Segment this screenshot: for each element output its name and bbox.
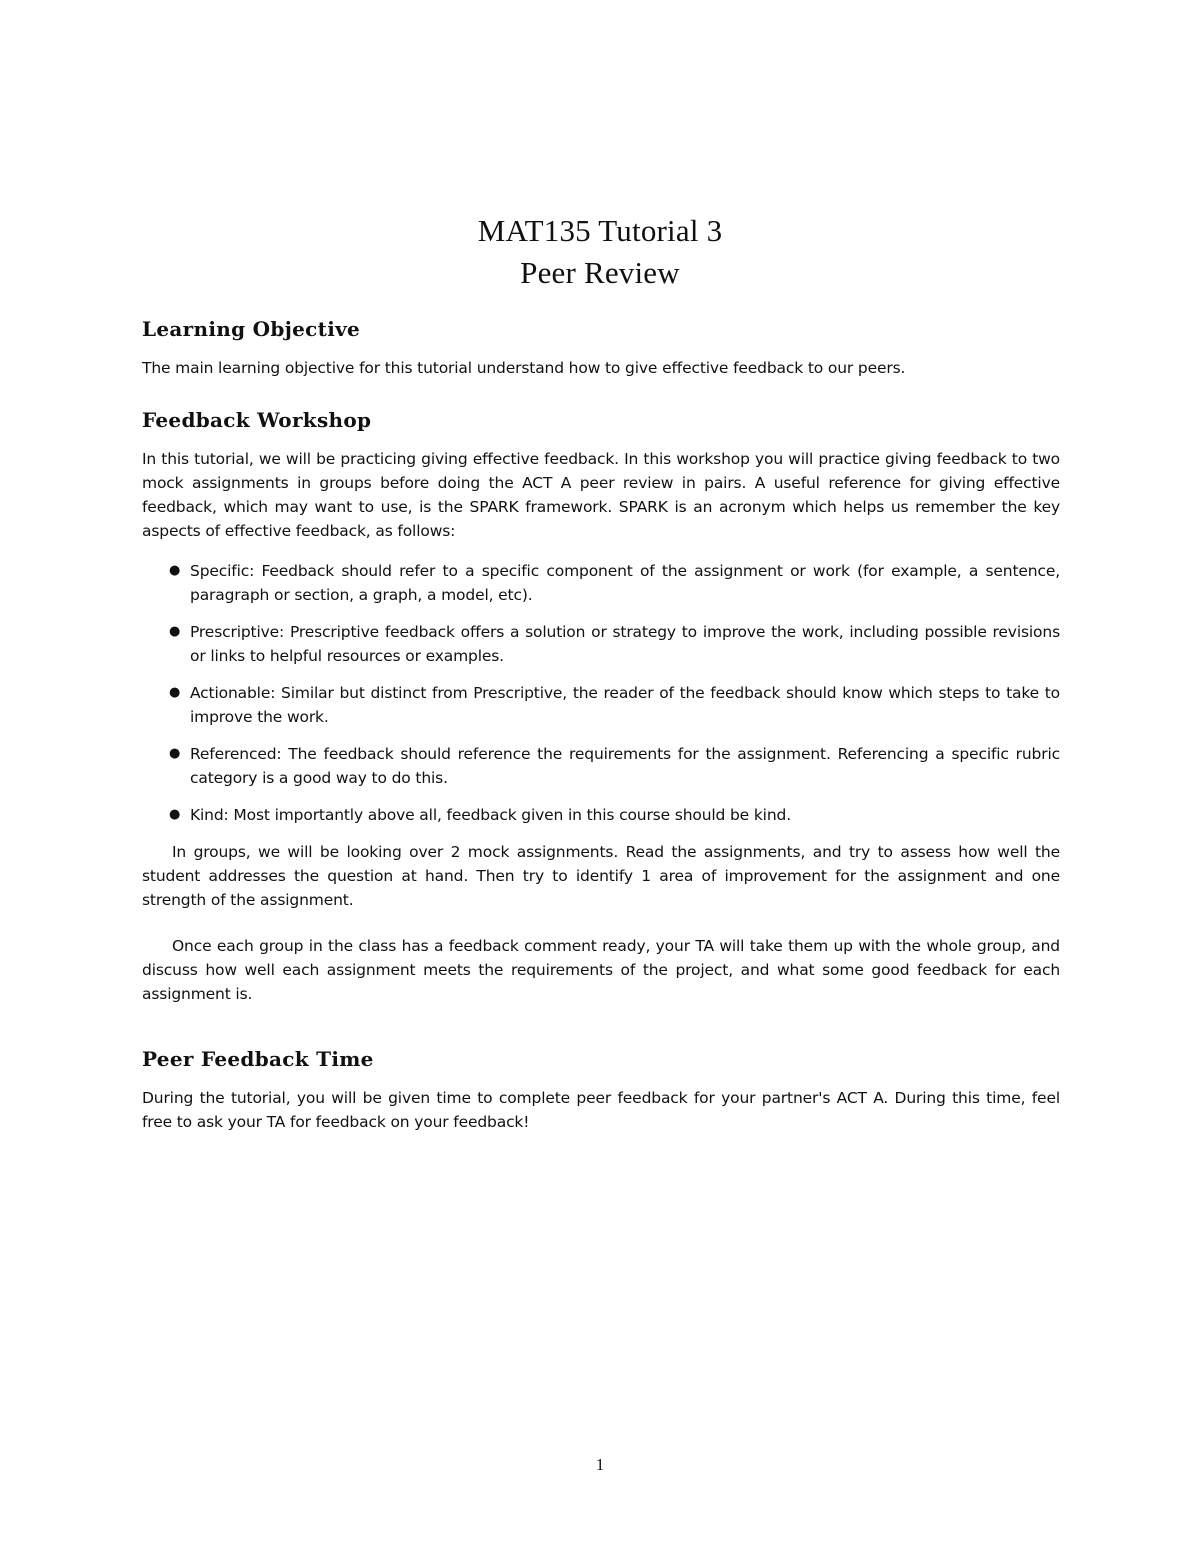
list-item-text: Actionable: Similar but distinct from Prescriptive, the reader of the feedback should know which steps to take to improve the work.: [190, 684, 1060, 726]
peer-feedback-text: During the tutorial, you will be given time to complete peer feedback for your partner's ACT A. During this time, feel free to ask your TA for feedback on your feedback!: [142, 1089, 1060, 1131]
document-subtitle: Peer Review: [520, 255, 680, 290]
learning-objective-heading: Learning Objective: [142, 317, 361, 341]
learning-objective-text: The main learning objective for this tutorial understand how to give effective feedback to our peers.: [142, 359, 906, 377]
document-title: MAT135 Tutorial 3: [477, 213, 723, 248]
peer-feedback-heading: Peer Feedback Time: [142, 1047, 374, 1071]
feedback-workshop-intro: In this tutorial, we will be practicing giving effective feedback. In this workshop you will practice giving feedback to two mock assignments in groups before doing the ACT A peer review in pairs. A useful reference for giving effective feedback, which may want to use, is the SPARK framework. SPARK is an acronym which helps us remember the key aspects of effective feedback, as follows:: [142, 450, 1060, 540]
bullet-icon: ●: [169, 624, 181, 639]
peer-feedback-section: [142, 1046, 1060, 1134]
bullet-icon: ●: [169, 746, 181, 761]
feedback-workshop-paragraph-2: In groups, we will be looking over 2 mock assignments. Read the assignments, and try to assess how well the student addresses the question at hand. Then try to identify 1 area of improvement for the assignment and one strength of the assignment.: [142, 843, 1060, 909]
list-item: [142, 559, 1060, 607]
learning-objective-section: [142, 316, 1060, 380]
bullet-icon: ●: [169, 563, 181, 578]
list-item-text: Specific: Feedback should refer to a specific component of the assignment or work (for example, a sentence, paragraph or section, a graph, a model, etc).: [190, 562, 1060, 604]
bullet-icon: ●: [169, 685, 181, 700]
page-number: 1: [595, 1455, 605, 1474]
list-item: [142, 681, 1060, 729]
title-block: [0, 210, 1200, 294]
feedback-workshop-section: [142, 407, 1060, 1006]
list-item: [142, 620, 1060, 668]
list-item-text: Referenced: The feedback should reference the requirements for the assignment. Referencing a specific rubric category is a good way to do this.: [190, 745, 1060, 787]
list-item: [142, 742, 1060, 790]
list-item-text: Kind: Most importantly above all, feedback given in this course should be kind.: [190, 806, 791, 824]
bullet-icon: ●: [169, 807, 181, 822]
feedback-workshop-heading: Feedback Workshop: [142, 408, 372, 432]
spark-list: [142, 559, 1060, 827]
feedback-workshop-paragraph-3: Once each group in the class has a feedback comment ready, your TA will take them up with the whole group, and discuss how well each assignment meets the requirements of the project, and what some good feedback for each assignment is.: [142, 937, 1060, 1003]
list-item: [142, 803, 1060, 827]
list-item-text: Prescriptive: Prescriptive feedback offers a solution or strategy to improve the work, including possible revisions or links to helpful resources or examples.: [190, 623, 1060, 665]
